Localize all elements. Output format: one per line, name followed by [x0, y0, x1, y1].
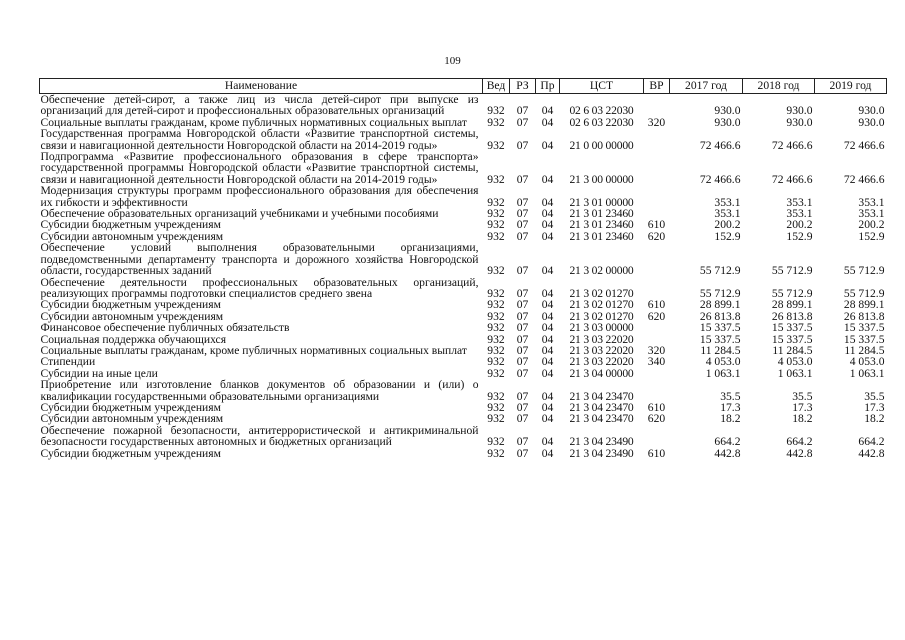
cell-vr: 610 — [647, 218, 666, 232]
cell-pr: 04 — [541, 229, 554, 243]
cell-2019: 664.2 — [858, 435, 885, 449]
cell-2018: 55 712.9 — [771, 286, 813, 300]
table-row — [40, 94, 887, 117]
cell-name: Социальные выплаты гражданам, кроме публичных нормативных социальных выплат — [40, 343, 467, 357]
cell-cst: 21 3 04 23470 — [569, 412, 634, 426]
cell-2017: 55 712.9 — [699, 286, 741, 300]
table-row — [40, 242, 887, 276]
cell-2019: 11 284.5 — [844, 343, 885, 357]
cell-pr: 04 — [541, 195, 554, 209]
cell-vr: 620 — [647, 412, 666, 426]
cell-name: Обеспечение условий выполнения образовательными организациями, подведомственными департаменту транспорта и дорожного хозяйства Новгородской области, государственных заданий — [40, 241, 479, 278]
cell-2017: 28 899.1 — [699, 298, 741, 312]
cell-rz: 07 — [516, 104, 529, 118]
cell-ved: 932 — [487, 229, 505, 243]
cell-2018: 72 466.6 — [771, 172, 813, 186]
cell-2017: 35.5 — [720, 389, 741, 403]
header-2019: 2019 год — [815, 79, 887, 94]
cell-pr: 04 — [541, 412, 554, 426]
table-row — [40, 448, 887, 459]
cell-cst: 21 3 03 22020 — [569, 343, 634, 357]
cell-vr — [644, 128, 670, 151]
table-row — [40, 299, 887, 310]
cell-cst: 21 3 04 23490 — [569, 446, 634, 460]
cell-2017: 17.3 — [720, 400, 741, 414]
cell-vr — [644, 242, 670, 276]
cell-ved: 932 — [487, 366, 505, 380]
cell-ved: 932 — [487, 172, 505, 186]
cell-name: Обеспечение образовательных организаций учебниками и учебными пособиями — [40, 207, 439, 221]
table-body — [40, 94, 887, 460]
cell-vr: 610 — [647, 298, 666, 312]
cell-2017: 11 284.5 — [700, 343, 741, 357]
cell-pr: 04 — [541, 286, 554, 300]
cell-pr: 04 — [541, 400, 554, 414]
cell-ved: 932 — [487, 207, 505, 221]
cell-ved: 932 — [487, 286, 505, 300]
cell-vr: 320 — [647, 343, 666, 357]
cell-pr: 04 — [541, 309, 554, 323]
table-row — [40, 345, 887, 356]
cell-rz: 07 — [516, 321, 529, 335]
table-row — [40, 128, 887, 151]
cell-2017: 72 466.6 — [699, 172, 741, 186]
cell-2018: 55 712.9 — [771, 264, 813, 278]
table-row — [40, 322, 887, 333]
cell-2017: 353.1 — [714, 195, 741, 209]
cell-ved: 932 — [487, 309, 505, 323]
cell-ved: 932 — [487, 195, 505, 209]
cell-2017: 664.2 — [714, 435, 741, 449]
cell-pr: 04 — [541, 321, 554, 335]
cell-2019: 18.2 — [864, 412, 885, 426]
cell-pr: 04 — [541, 172, 554, 186]
cell-rz: 07 — [516, 229, 529, 243]
cell-cst: 21 3 02 01270 — [569, 286, 634, 300]
cell-pr: 04 — [541, 104, 554, 118]
cell-2019: 353.1 — [858, 195, 885, 209]
cell-2018: 15 337.5 — [771, 321, 813, 335]
cell-2019: 930.0 — [858, 104, 885, 118]
table-header-row — [40, 79, 887, 94]
cell-name: Финансовое обеспечение публичных обязательств — [40, 321, 290, 335]
cell-vr — [644, 151, 670, 185]
cell-2017: 200.2 — [714, 218, 741, 232]
cell-vr — [644, 425, 670, 448]
cell-vr: 620 — [647, 309, 666, 323]
cell-2017: 353.1 — [714, 207, 741, 221]
cell-2018: 442.8 — [786, 446, 813, 460]
table-row — [40, 379, 887, 402]
cell-2017: 15 337.5 — [699, 332, 741, 346]
cell-pr: 04 — [541, 343, 554, 357]
cell-name: Подпрограмма «Развитие профессионального образования в сфере транспорта» государственной программы Новгородской области «Развитие транспортной системы, связи и навигационной деятельности Новгородской области на 2014-2019 годы» — [40, 150, 479, 186]
cell-2018: 18.2 — [792, 412, 813, 426]
cell-ved: 932 — [487, 104, 505, 118]
cell-2017: 930.0 — [714, 115, 741, 129]
cell-ved: 932 — [487, 446, 505, 460]
cell-rz: 07 — [516, 400, 529, 414]
cell-2018: 11 284.5 — [772, 343, 813, 357]
cell-rz: 07 — [516, 309, 529, 323]
table-row — [40, 151, 887, 185]
cell-vr — [644, 277, 670, 300]
cell-2017: 930.0 — [714, 104, 741, 118]
header-2018: 2018 год — [743, 79, 815, 94]
cell-pr: 04 — [541, 298, 554, 312]
cell-2017: 152.9 — [714, 229, 741, 243]
cell-name: Модернизация структуры программ профессионального образования для обеспечения их гибкости и эффективности — [40, 184, 479, 209]
cell-pr: 04 — [541, 332, 554, 346]
cell-rz: 07 — [516, 412, 529, 426]
cell-cst: 21 3 03 22020 — [569, 332, 634, 346]
cell-ved: 932 — [487, 412, 505, 426]
cell-cst: 21 3 04 00000 — [569, 366, 634, 380]
header-pr: Пр — [536, 79, 560, 94]
cell-2019: 72 466.6 — [843, 138, 885, 152]
cell-2017: 442.8 — [714, 446, 741, 460]
cell-ved: 932 — [487, 138, 505, 152]
cell-rz: 07 — [516, 286, 529, 300]
cell-rz: 07 — [516, 435, 529, 449]
header-vr: ВР — [644, 79, 670, 94]
cell-2019: 442.8 — [858, 446, 885, 460]
cell-cst: 21 3 03 22020 — [569, 355, 634, 369]
cell-ved: 932 — [487, 343, 505, 357]
cell-cst: 21 3 01 00000 — [569, 195, 634, 209]
cell-2019: 1 063.1 — [849, 366, 885, 380]
cell-2019: 15 337.5 — [843, 321, 885, 335]
cell-name: Субсидии автономным учреждениям — [40, 412, 224, 426]
cell-ved: 932 — [487, 264, 505, 278]
cell-rz: 07 — [516, 343, 529, 357]
cell-2019: 26 813.8 — [843, 309, 885, 323]
cell-2018: 664.2 — [786, 435, 813, 449]
cell-2018: 15 337.5 — [771, 332, 813, 346]
cell-2019: 55 712.9 — [843, 264, 885, 278]
cell-2017: 4 053.0 — [705, 355, 741, 369]
cell-pr: 04 — [541, 446, 554, 460]
cell-rz: 07 — [516, 207, 529, 221]
cell-rz: 07 — [516, 264, 529, 278]
cell-name: Социальная поддержка обучающихся — [40, 332, 227, 346]
cell-name: Субсидии бюджетным учреждениям — [40, 400, 221, 414]
cell-2017: 55 712.9 — [699, 264, 741, 278]
header-name: Наименование — [40, 79, 483, 94]
table-row — [40, 277, 887, 300]
page-number: 109 — [444, 55, 461, 67]
cell-rz: 07 — [516, 332, 529, 346]
cell-rz: 07 — [516, 195, 529, 209]
cell-pr: 04 — [541, 366, 554, 380]
cell-2018: 1 063.1 — [777, 366, 813, 380]
cell-vr — [644, 94, 670, 117]
cell-2019: 930.0 — [858, 115, 885, 129]
cell-rz: 07 — [516, 298, 529, 312]
cell-ved: 932 — [487, 435, 505, 449]
cell-vr: 320 — [647, 115, 666, 129]
cell-name: Субсидии бюджетным учреждениям — [40, 298, 221, 312]
cell-cst: 21 3 01 23460 — [569, 207, 634, 221]
cell-name: Обеспечение деятельности профессиональных образовательных организаций, реализующих программы подготовки специалистов среднего звена — [40, 275, 479, 300]
table-row — [40, 425, 887, 448]
cell-cst: 21 3 01 23460 — [569, 218, 634, 232]
cell-vr: 340 — [647, 355, 666, 369]
cell-rz: 07 — [516, 172, 529, 186]
cell-rz: 07 — [516, 389, 529, 403]
cell-pr: 04 — [541, 355, 554, 369]
cell-name: Субсидии бюджетным учреждениям — [40, 218, 221, 232]
cell-ved: 932 — [487, 321, 505, 335]
cell-2019: 152.9 — [858, 229, 885, 243]
cell-rz: 07 — [516, 218, 529, 232]
cell-name: Субсидии автономным учреждениям — [40, 309, 224, 323]
cell-vr — [644, 185, 670, 208]
cell-vr: 610 — [647, 446, 666, 460]
cell-ved: 932 — [487, 298, 505, 312]
cell-name: Обеспечение детей-сирот, а также лиц из числа детей-сирот при выпуске из организаций для детей-сирот и профессиональных образовательных организаций — [40, 93, 479, 118]
cell-2018: 72 466.6 — [771, 138, 813, 152]
cell-name: Обеспечение пожарной безопасности, антитеррористической и антикриминальной безопасности государственных автономных и бюджетных организаций — [40, 423, 479, 449]
table-row — [40, 185, 887, 208]
cell-vr: 620 — [647, 229, 666, 243]
cell-2018: 200.2 — [786, 218, 813, 232]
cell-vr — [644, 379, 670, 402]
cell-2019: 28 899.1 — [843, 298, 885, 312]
cell-2019: 4 053.0 — [849, 355, 885, 369]
cell-cst: 21 3 03 00000 — [569, 321, 634, 335]
cell-pr: 04 — [541, 435, 554, 449]
cell-2018: 35.5 — [792, 389, 813, 403]
cell-2018: 26 813.8 — [771, 309, 813, 323]
cell-ved: 932 — [487, 389, 505, 403]
cell-cst: 21 3 04 23490 — [569, 435, 634, 449]
cell-ved: 932 — [487, 355, 505, 369]
cell-cst: 21 3 02 01270 — [569, 298, 634, 312]
cell-pr: 04 — [541, 138, 554, 152]
cell-cst: 21 3 01 23460 — [569, 229, 634, 243]
cell-2018: 4 053.0 — [777, 355, 813, 369]
cell-pr: 04 — [541, 115, 554, 129]
cell-vr — [644, 322, 670, 333]
cell-name: Стипендии — [40, 355, 96, 369]
cell-2019: 15 337.5 — [843, 332, 885, 346]
cell-2019: 200.2 — [858, 218, 885, 232]
cell-cst: 02 6 03 22030 — [569, 115, 634, 129]
cell-cst: 21 3 04 23470 — [569, 389, 634, 403]
cell-ved: 932 — [487, 218, 505, 232]
cell-2018: 353.1 — [786, 195, 813, 209]
header-2017: 2017 год — [670, 79, 743, 94]
cell-2018: 353.1 — [786, 207, 813, 221]
cell-2019: 55 712.9 — [843, 286, 885, 300]
cell-cst: 21 3 04 23470 — [569, 400, 634, 414]
cell-name: Социальные выплаты гражданам, кроме публичных нормативных социальных выплат — [40, 115, 467, 129]
cell-ved: 932 — [487, 400, 505, 414]
cell-2018: 152.9 — [786, 229, 813, 243]
cell-pr: 04 — [541, 218, 554, 232]
cell-2018: 930.0 — [786, 115, 813, 129]
header-cst: ЦСТ — [560, 79, 644, 94]
cell-rz: 07 — [516, 366, 529, 380]
cell-rz: 07 — [516, 115, 529, 129]
header-rz: РЗ — [510, 79, 536, 94]
cell-2019: 353.1 — [858, 207, 885, 221]
cell-2019: 17.3 — [864, 400, 885, 414]
cell-cst: 21 3 00 00000 — [569, 172, 634, 186]
cell-2019: 35.5 — [864, 389, 885, 403]
cell-2017: 18.2 — [720, 412, 741, 426]
cell-pr: 04 — [541, 207, 554, 221]
cell-cst: 21 3 02 01270 — [569, 309, 634, 323]
cell-rz: 07 — [516, 138, 529, 152]
cell-rz: 07 — [516, 355, 529, 369]
cell-vr — [644, 368, 670, 379]
cell-vr: 610 — [647, 400, 666, 414]
cell-name: Приобретение или изготовление бланков документов об образовании и (или) о квалификации государственными образовательными организациями — [40, 378, 479, 403]
cell-name: Субсидии бюджетным учреждениям — [40, 446, 221, 460]
cell-pr: 04 — [541, 264, 554, 278]
cell-rz: 07 — [516, 446, 529, 460]
table-row — [40, 356, 887, 367]
cell-cst: 21 3 02 00000 — [569, 264, 634, 278]
cell-2017: 15 337.5 — [699, 321, 741, 335]
cell-name: Государственная программа Новгородской области «Развитие транспортной системы, связи и навигационной деятельности Новгородской области на 2014-2019 годы» — [40, 127, 479, 152]
cell-cst: 02 6 03 22030 — [569, 104, 634, 118]
cell-2019: 72 466.6 — [843, 172, 885, 186]
cell-2018: 930.0 — [786, 104, 813, 118]
budget-table — [39, 78, 887, 459]
cell-2017: 1 063.1 — [705, 366, 741, 380]
cell-cst: 21 0 00 00000 — [569, 138, 634, 152]
cell-pr: 04 — [541, 389, 554, 403]
cell-2017: 72 466.6 — [699, 138, 741, 152]
cell-name: Субсидии на иные цели — [40, 366, 158, 380]
cell-2017: 26 813.8 — [699, 309, 741, 323]
cell-ved: 932 — [487, 332, 505, 346]
header-ved: Вед — [483, 79, 510, 94]
cell-2018: 28 899.1 — [771, 298, 813, 312]
cell-ved: 932 — [487, 115, 505, 129]
cell-name: Субсидии автономным учреждениям — [40, 229, 224, 243]
cell-2018: 17.3 — [792, 400, 813, 414]
